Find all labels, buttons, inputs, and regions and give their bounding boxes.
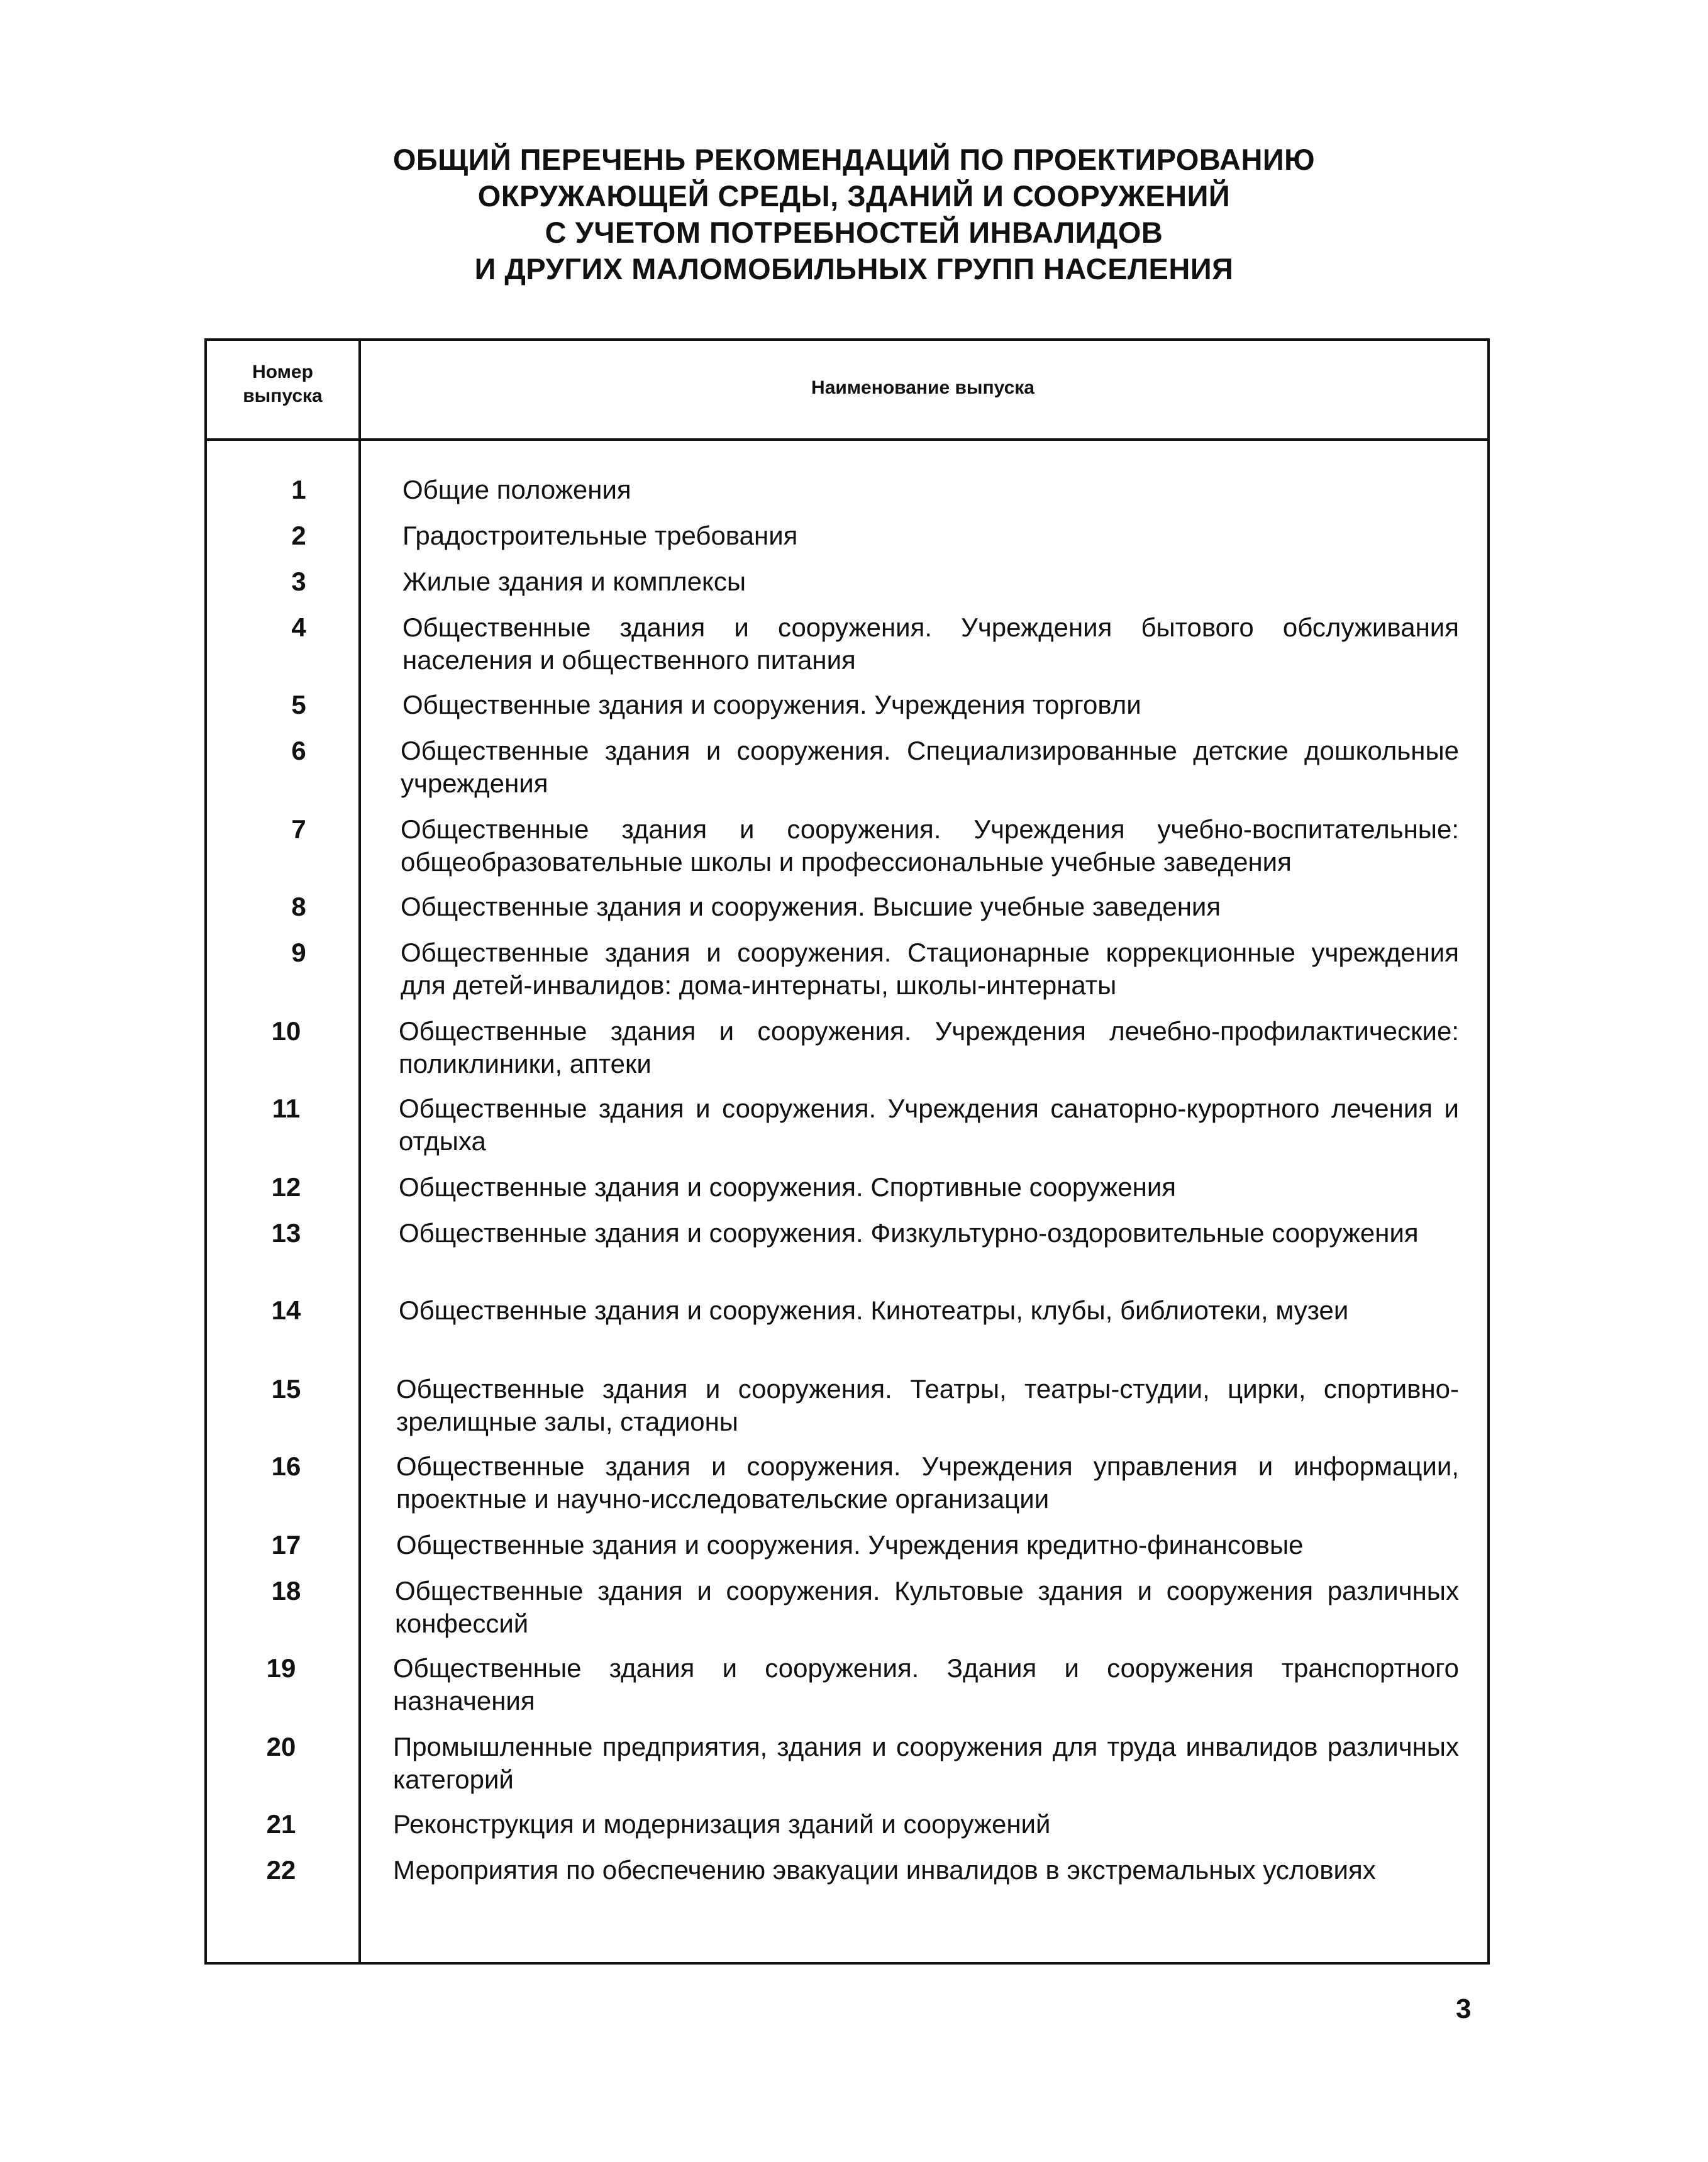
issue-number: 16	[271, 1451, 301, 1481]
issue-name: Общественные здания и сооружения. Специализированные детские дошкольные учреждения	[401, 736, 1459, 798]
issue-number: 5	[291, 690, 306, 719]
issue-number: 13	[271, 1218, 301, 1248]
issue-name: Общественные здания и сооружения. Учреждения учебно-воспитательные: общеобразовательные школы и профессиональные учебные заведения	[401, 814, 1459, 877]
issue-number: 2	[291, 521, 306, 550]
issue-name: Промышленные предприятия, здания и сооружения для труда инвалидов различных категорий	[393, 1732, 1459, 1794]
issue-name: Градостроительные требования	[402, 521, 798, 550]
issue-name: Общественные здания и сооружения. Театры, театры-студии, цирки, спортивно-зрелищные залы, стадионы	[396, 1374, 1459, 1436]
issue-name: Общественные здания и сооружения. Здания и сооружения транспортного назначения	[393, 1653, 1459, 1716]
header-number	[207, 360, 358, 408]
issue-name: Общественные здания и сооружения. Учреждения бытового обслуживания населения и общественного питания	[402, 613, 1459, 675]
issue-number: 7	[291, 814, 306, 844]
issue-number: 1	[291, 475, 306, 504]
issue-number: 9	[291, 938, 306, 967]
header-number-line1: Номер	[252, 362, 313, 382]
issue-number: 4	[291, 613, 306, 642]
issue-name: Жилые здания и комплексы	[402, 567, 746, 596]
issue-name: Общественные здания и сооружения. Высшие учебные заведения	[401, 892, 1221, 921]
issue-name: Общественные здания и сооружения. Спортивные сооружения	[399, 1172, 1177, 1202]
issue-name: Общественные здания и сооружения. Учреждения лечебно-профилактические: поликлиники, аптеки	[399, 1016, 1459, 1078]
issue-name: Мероприятия по обеспечению эвакуации инвалидов в экстремальных условиях	[393, 1855, 1376, 1885]
issue-name: Общественные здания и сооружения. Учреждения торговли	[402, 690, 1141, 719]
issue-name: Общественные здания и сооружения. Физкультурно-оздоровительные сооружения	[399, 1218, 1419, 1248]
issue-name: Общественные здания и сооружения. Учреждения кредитно-финансовые	[396, 1530, 1304, 1560]
issue-name: Общественные здания и сооружения. Кинотеатры, клубы, библиотеки, музеи	[399, 1295, 1349, 1325]
issue-number: 22	[266, 1855, 296, 1885]
issue-name: Реконструкция и модернизация зданий и сооружений	[393, 1809, 1051, 1839]
title-line: С УЧЕТОМ ПОТРЕБНОСТЕЙ ИНВАЛИДОВ	[545, 216, 1163, 249]
issue-number: 21	[266, 1809, 296, 1839]
title-line: ОБЩИЙ ПЕРЕЧЕНЬ РЕКОМЕНДАЦИЙ ПО ПРОЕКТИРОВАНИЮ	[392, 143, 1316, 176]
issue-number: 20	[266, 1732, 296, 1761]
header-name: Наименование выпуска	[811, 377, 1034, 398]
issue-name: Общие положения	[402, 475, 631, 504]
title-line: ОКРУЖАЮЩЕЙ СРЕДЫ, ЗДАНИЙ И СООРУЖЕНИЙ	[477, 179, 1231, 213]
issue-number: 11	[272, 1094, 301, 1123]
issue-number: 17	[271, 1530, 301, 1560]
title-line: И ДРУГИХ МАЛОМОБИЛЬНЫХ ГРУПП НАСЕЛЕНИЯ	[474, 252, 1234, 285]
issue-name: Общественные здания и сооружения. Учреждения санаторно-курортного лечения и отдыха	[399, 1094, 1459, 1156]
issue-name: Общественные здания и сооружения. Учреждения управления и информации, проектные и научно-исследовательские организации	[396, 1451, 1459, 1514]
document-title	[0, 141, 1708, 287]
issue-number: 3	[291, 567, 306, 596]
header-number-line2: выпуска	[243, 385, 323, 406]
header-divider	[204, 438, 1487, 441]
issue-number: 14	[271, 1295, 301, 1325]
issue-name: Общественные здания и сооружения. Стационарные коррекционные учреждения для детей-инвалидов: дома-интернаты, школы-интернаты	[401, 938, 1459, 1000]
issue-number: 6	[291, 736, 306, 765]
page-number: 3	[1456, 1993, 1472, 2024]
issue-number: 15	[271, 1374, 301, 1404]
issue-number: 18	[271, 1576, 301, 1605]
issue-number: 8	[291, 892, 306, 921]
issue-number: 10	[271, 1016, 301, 1046]
issue-name: Общественные здания и сооружения. Культовые здания и сооружения различных конфессий	[395, 1576, 1459, 1638]
issue-number: 19	[266, 1653, 296, 1683]
issue-number: 12	[271, 1172, 301, 1202]
